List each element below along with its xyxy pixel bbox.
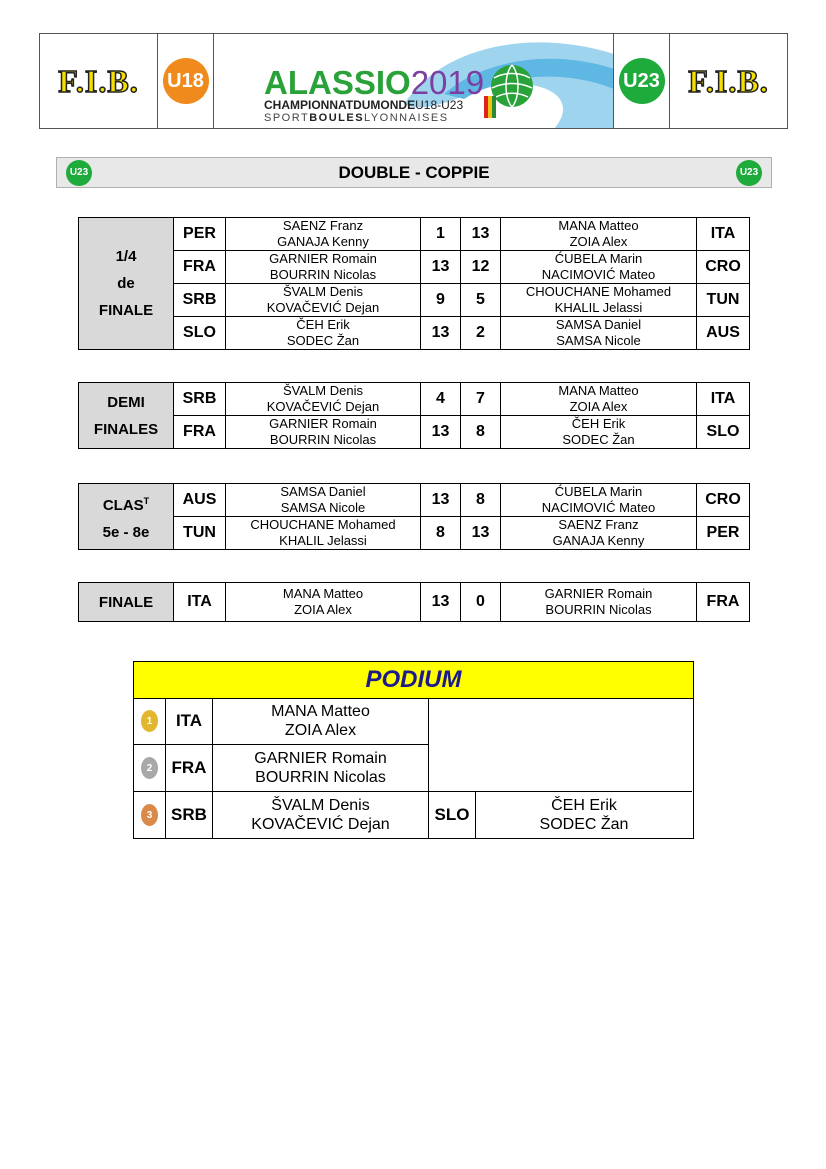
team1-country: SRB	[174, 383, 226, 416]
table-row	[79, 517, 750, 550]
team1-players: ŠVALM Denis KOVAČEVIĆ Dejan	[226, 383, 421, 416]
title-bar	[56, 157, 772, 188]
team1-score: 9	[421, 284, 461, 317]
team2-players: MANA Matteo ZOIA Alex	[501, 218, 697, 251]
fib-logo-left	[40, 34, 158, 128]
team2-players: ĆUBELA Marin NACIMOVIĆ Mateo	[501, 251, 697, 284]
logo-championship: CHAMPIONNATDUMONDEU18-U23	[264, 98, 464, 112]
empty-cell	[429, 698, 692, 792]
team2-players: GARNIER Romain BOURRIN Nicolas	[501, 583, 697, 622]
team1-players: MANA Matteo ZOIA Alex	[226, 583, 421, 622]
team1-score: 13	[421, 484, 461, 517]
team2-score: 7	[461, 383, 501, 416]
stage-label: FINALE	[79, 583, 174, 622]
event-title: DOUBLE - COPPIE	[338, 162, 490, 182]
second-players: GARNIER Romain BOURRIN Nicolas	[213, 745, 429, 792]
fib-logo-text: F.I.B.	[688, 62, 769, 99]
table-row	[79, 251, 750, 284]
team2-players: SAMSA Daniel SAMSA Nicole	[501, 317, 697, 350]
team2-country: FRA	[697, 583, 750, 622]
team2-players: ĆUBELA Marin NACIMOVIĆ Mateo	[501, 484, 697, 517]
table-row	[79, 416, 750, 449]
u23-badge-cell	[614, 34, 670, 128]
team2-country: CRO	[697, 484, 750, 517]
first-players: MANA Matteo ZOIA Alex	[213, 698, 429, 745]
team1-country: FRA	[174, 251, 226, 284]
team1-score: 13	[421, 583, 461, 622]
team1-players: SAMSA Daniel SAMSA Nicole	[226, 484, 421, 517]
team2-country: ITA	[697, 218, 750, 251]
team1-score: 1	[421, 218, 461, 251]
final-table	[78, 582, 750, 622]
bronze-medal-icon: 3	[141, 804, 158, 826]
team1-score: 13	[421, 416, 461, 449]
team2-country: TUN	[697, 284, 750, 317]
table-row	[79, 317, 750, 350]
team1-country: ITA	[174, 583, 226, 622]
second-country: FRA	[166, 745, 213, 792]
team1-country: SLO	[174, 317, 226, 350]
team2-country: PER	[697, 517, 750, 550]
u23-badge: U23	[619, 58, 665, 104]
team2-players: SAENZ Franz GANAJA Kenny	[501, 517, 697, 550]
team1-country: PER	[174, 218, 226, 251]
classification-table	[78, 483, 750, 550]
medal-cell	[134, 792, 166, 838]
team1-players: SAENZ Franz GANAJA Kenny	[226, 218, 421, 251]
podium-title: PODIUM	[134, 662, 693, 699]
semi-finals-table	[78, 382, 750, 449]
medal-cell	[134, 698, 166, 745]
alassio-logo	[214, 34, 614, 128]
team2-country: CRO	[697, 251, 750, 284]
team1-country: SRB	[174, 284, 226, 317]
team2-country: AUS	[697, 317, 750, 350]
logo-sport: SPORTBOULESLYONNAISES	[264, 112, 449, 124]
third-country-b: SLO	[429, 792, 476, 838]
team1-players: GARNIER Romain BOURRIN Nicolas	[226, 416, 421, 449]
team2-score: 2	[461, 317, 501, 350]
table-row	[79, 218, 750, 251]
fib-logo-right	[670, 34, 787, 128]
table-row	[79, 583, 750, 622]
medal-cell	[134, 745, 166, 792]
third-players-a: ŠVALM Denis KOVAČEVIĆ Dejan	[213, 792, 429, 838]
team2-score: 5	[461, 284, 501, 317]
team1-country: FRA	[174, 416, 226, 449]
team1-score: 8	[421, 517, 461, 550]
team2-country: SLO	[697, 416, 750, 449]
third-country-a: SRB	[166, 792, 213, 838]
quarter-finals-table	[78, 217, 750, 350]
team2-players: MANA Matteo ZOIA Alex	[501, 383, 697, 416]
table-row	[79, 284, 750, 317]
team2-country: ITA	[697, 383, 750, 416]
team1-players: CHOUCHANE Mohamed KHALIL Jelassi	[226, 517, 421, 550]
u23-badge-right: U23	[736, 160, 762, 186]
team2-score: 8	[461, 484, 501, 517]
first-country: ITA	[166, 698, 213, 745]
team1-players: ČEH Erik SODEC Žan	[226, 317, 421, 350]
stage-label: DEMI FINALES	[79, 383, 174, 449]
u18-badge: U18	[163, 58, 209, 104]
stage-label: 1/4 de FINALE	[79, 218, 174, 350]
team1-score: 13	[421, 251, 461, 284]
team1-score: 13	[421, 317, 461, 350]
stage-label: $CLAS^T$ 5e - 8e	[79, 484, 174, 550]
team1-country: TUN	[174, 517, 226, 550]
gold-medal-icon: 1	[141, 710, 158, 732]
team2-score: 8	[461, 416, 501, 449]
table-row	[79, 484, 750, 517]
podium-box	[133, 661, 694, 839]
team2-players: CHOUCHANE Mohamed KHALIL Jelassi	[501, 284, 697, 317]
page-header	[39, 33, 788, 129]
logo-title: ALASSIO2019	[264, 64, 485, 101]
fib-logo-text: F.I.B.	[58, 62, 139, 99]
team1-players: ŠVALM Denis KOVAČEVIĆ Dejan	[226, 284, 421, 317]
team1-score: 4	[421, 383, 461, 416]
team2-players: ČEH Erik SODEC Žan	[501, 416, 697, 449]
third-players-b: ČEH Erik SODEC Žan	[539, 797, 629, 833]
team1-players: GARNIER Romain BOURRIN Nicolas	[226, 251, 421, 284]
silver-medal-icon: 2	[141, 757, 158, 779]
u23-badge-left: U23	[66, 160, 92, 186]
team2-score: 12	[461, 251, 501, 284]
u18-badge-cell	[158, 34, 214, 128]
team1-country: AUS	[174, 484, 226, 517]
team2-score: 0	[461, 583, 501, 622]
team2-score: 13	[461, 218, 501, 251]
table-row	[79, 383, 750, 416]
team2-score: 13	[461, 517, 501, 550]
